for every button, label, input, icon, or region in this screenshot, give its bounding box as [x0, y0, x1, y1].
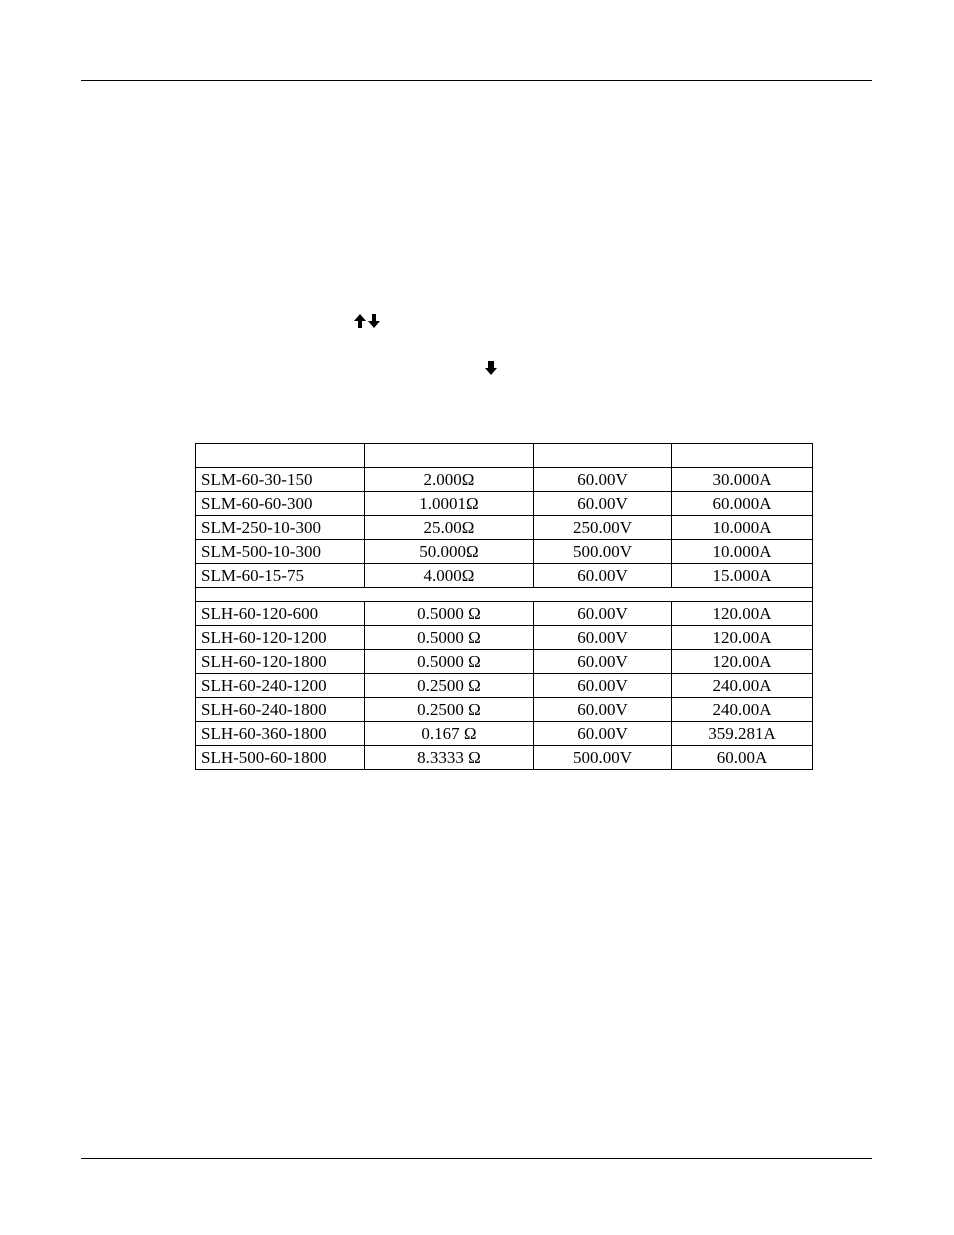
cell-model: SLM-60-15-75: [196, 564, 365, 588]
down-arrow-key-icon: [484, 360, 498, 376]
table-row: [196, 516, 813, 540]
cell-resistance: 0.167 Ω: [365, 722, 534, 746]
table-row: [196, 650, 813, 674]
cell-current: 120.00A: [672, 650, 813, 674]
header-cell: [672, 444, 813, 468]
table-row: [196, 564, 813, 588]
table-row: [196, 492, 813, 516]
table-header-row: [196, 444, 813, 468]
cell-current: 10.000A: [672, 516, 813, 540]
cell-voltage: 60.00V: [534, 602, 672, 626]
series-separator-row: [196, 588, 813, 602]
cell-current: 240.00A: [672, 698, 813, 722]
cell-resistance: 0.2500 Ω: [365, 698, 534, 722]
cell-current: 120.00A: [672, 602, 813, 626]
cell-voltage: 60.00V: [534, 650, 672, 674]
footer-rule: [81, 1158, 872, 1159]
cell-voltage: 60.00V: [534, 674, 672, 698]
header-rule: [81, 80, 872, 81]
cell-voltage: 250.00V: [534, 516, 672, 540]
cell-resistance: 8.3333 Ω: [365, 746, 534, 770]
cell-resistance: 0.5000 Ω: [365, 602, 534, 626]
cell-model: SLM-60-60-300: [196, 492, 365, 516]
table-row: [196, 626, 813, 650]
cell-voltage: 60.00V: [534, 698, 672, 722]
cell-voltage: 60.00V: [534, 492, 672, 516]
cell-voltage: 500.00V: [534, 540, 672, 564]
cell-model: SLH-60-120-1200: [196, 626, 365, 650]
cell-current: 30.000A: [672, 468, 813, 492]
cell-model: SLM-500-10-300: [196, 540, 365, 564]
cell-current: 60.000A: [672, 492, 813, 516]
table-row: [196, 722, 813, 746]
table-row: [196, 674, 813, 698]
header-cell: [196, 444, 365, 468]
cell-voltage: 60.00V: [534, 722, 672, 746]
cell-model: SLM-250-10-300: [196, 516, 365, 540]
cell-model: SLM-60-30-150: [196, 468, 365, 492]
cell-resistance: 50.000Ω: [365, 540, 534, 564]
cell-current: 15.000A: [672, 564, 813, 588]
cell-resistance: 25.00Ω: [365, 516, 534, 540]
cell-current: 120.00A: [672, 626, 813, 650]
cell-model: SLH-60-240-1200: [196, 674, 365, 698]
cell-resistance: 1.0001Ω: [365, 492, 534, 516]
separator-cell: [196, 588, 813, 602]
cell-resistance: 0.5000 Ω: [365, 626, 534, 650]
up-down-arrow-keys-icon: [352, 312, 384, 330]
table-row: [196, 602, 813, 626]
table-row: [196, 540, 813, 564]
cell-voltage: 60.00V: [534, 626, 672, 650]
cell-voltage: 60.00V: [534, 468, 672, 492]
cell-model: SLH-60-240-1800: [196, 698, 365, 722]
header-cell: [365, 444, 534, 468]
cell-resistance: 4.000Ω: [365, 564, 534, 588]
header-cell: [534, 444, 672, 468]
table-row: [196, 698, 813, 722]
cell-model: SLH-60-120-1800: [196, 650, 365, 674]
cell-resistance: 0.5000 Ω: [365, 650, 534, 674]
table-row: [196, 746, 813, 770]
model-spec-table: [195, 443, 813, 770]
cell-current: 10.000A: [672, 540, 813, 564]
cell-resistance: 0.2500 Ω: [365, 674, 534, 698]
cell-current: 240.00A: [672, 674, 813, 698]
cell-resistance: 2.000Ω: [365, 468, 534, 492]
cell-current: 359.281A: [672, 722, 813, 746]
cell-model: SLH-500-60-1800: [196, 746, 365, 770]
table-row: [196, 468, 813, 492]
cell-model: SLH-60-360-1800: [196, 722, 365, 746]
cell-model: SLH-60-120-600: [196, 602, 365, 626]
cell-voltage: 60.00V: [534, 564, 672, 588]
cell-voltage: 500.00V: [534, 746, 672, 770]
cell-current: 60.00A: [672, 746, 813, 770]
